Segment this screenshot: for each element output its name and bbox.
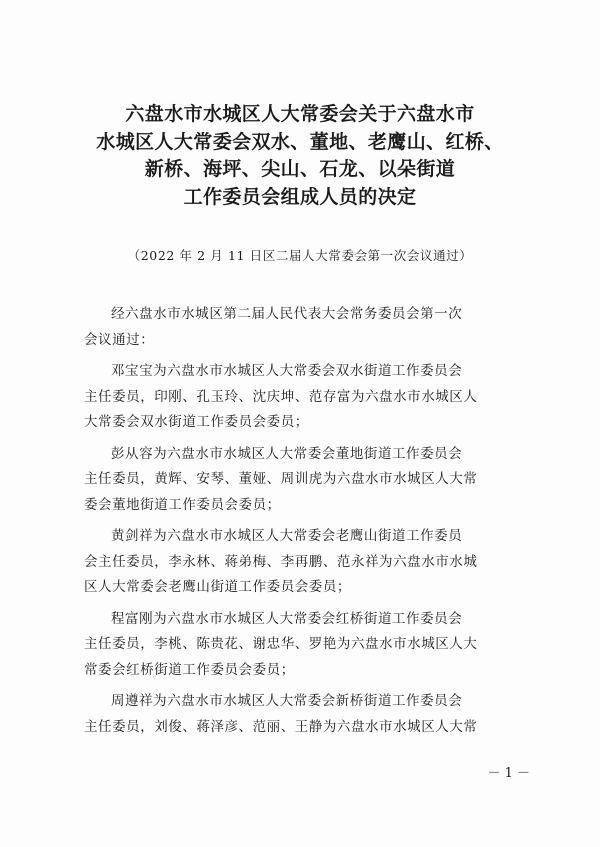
text-line: 常委会红桥街道工作委员会委员； bbox=[84, 661, 295, 678]
document-title bbox=[0, 101, 600, 211]
title-line: 六盘水市水城区人大常委会关于六盘水市 bbox=[125, 103, 475, 125]
paragraph-dongdi bbox=[84, 442, 524, 519]
text-line: 主任委员，刘俊、蒋泽彦、范丽、王静为六盘水市水城区人大常 bbox=[84, 718, 478, 735]
text-line: 主任委员，黄辉、安琴、董娅、周训虎为六盘水市水城区人大常 bbox=[84, 471, 478, 487]
title-line: 新桥、海坪、尖山、石龙、以朵街道 bbox=[144, 158, 456, 180]
document-body bbox=[84, 302, 524, 746]
paragraph-xinqiao bbox=[84, 689, 524, 740]
paragraph-shuangshui bbox=[84, 359, 524, 436]
text-line: 区人大常委会老鹰山街道工作委员会委员； bbox=[84, 579, 351, 595]
text-line: 程富刚为六盘水市水城区人大常委会红桥街道工作委员会 bbox=[111, 610, 463, 627]
title-line: 工作委员会组成人员的决定 bbox=[183, 185, 417, 208]
text-line: 会议通过： bbox=[84, 331, 155, 348]
text-line: 主任委员，印刚、孔玉玲、沈庆坤、范存富为六盘水市水城区人 bbox=[84, 388, 478, 405]
text-line: 彭从容为六盘水市水城区人大常委会董地街道工作委员会 bbox=[111, 445, 463, 462]
text-line: 邓宝宝为六盘水市水城区人大常委会双水街道工作委员会 bbox=[111, 363, 463, 379]
text-line: 周遵祥为六盘水市水城区人大常委会新桥街道工作委员会 bbox=[111, 693, 463, 709]
text-line: 经六盘水市水城区第二届人民代表大会常务委员会第一次 bbox=[111, 306, 463, 322]
text-line: 会主任委员，李永林、蒋弟梅、李再鹏、范永祥为六盘水市水城 bbox=[84, 553, 478, 570]
text-line: 黄剑祥为六盘水市水城区人大常委会老鹰山街道工作委员 bbox=[111, 528, 463, 544]
page-number: － 1 － bbox=[487, 766, 530, 781]
text-line: 大常委会双水街道工作委员会委员； bbox=[84, 414, 309, 430]
text-line: 委会董地街道工作委员会委员； bbox=[84, 496, 281, 513]
paragraph-hongqiao bbox=[84, 607, 524, 684]
paragraph-laoyingshan bbox=[84, 524, 524, 601]
title-line: 水城区人大常委会双水、董地、老鹰山、红桥、 bbox=[96, 130, 504, 153]
paragraph-intro bbox=[84, 302, 524, 353]
adoption-note: （2022 年 2 月 11 日区二届人大常委会第一次会议通过） bbox=[127, 248, 473, 263]
text-line: 主任委员，李桃、陈贵花、谢忠华、罗艳为六盘水市水城区人大 bbox=[84, 636, 478, 652]
